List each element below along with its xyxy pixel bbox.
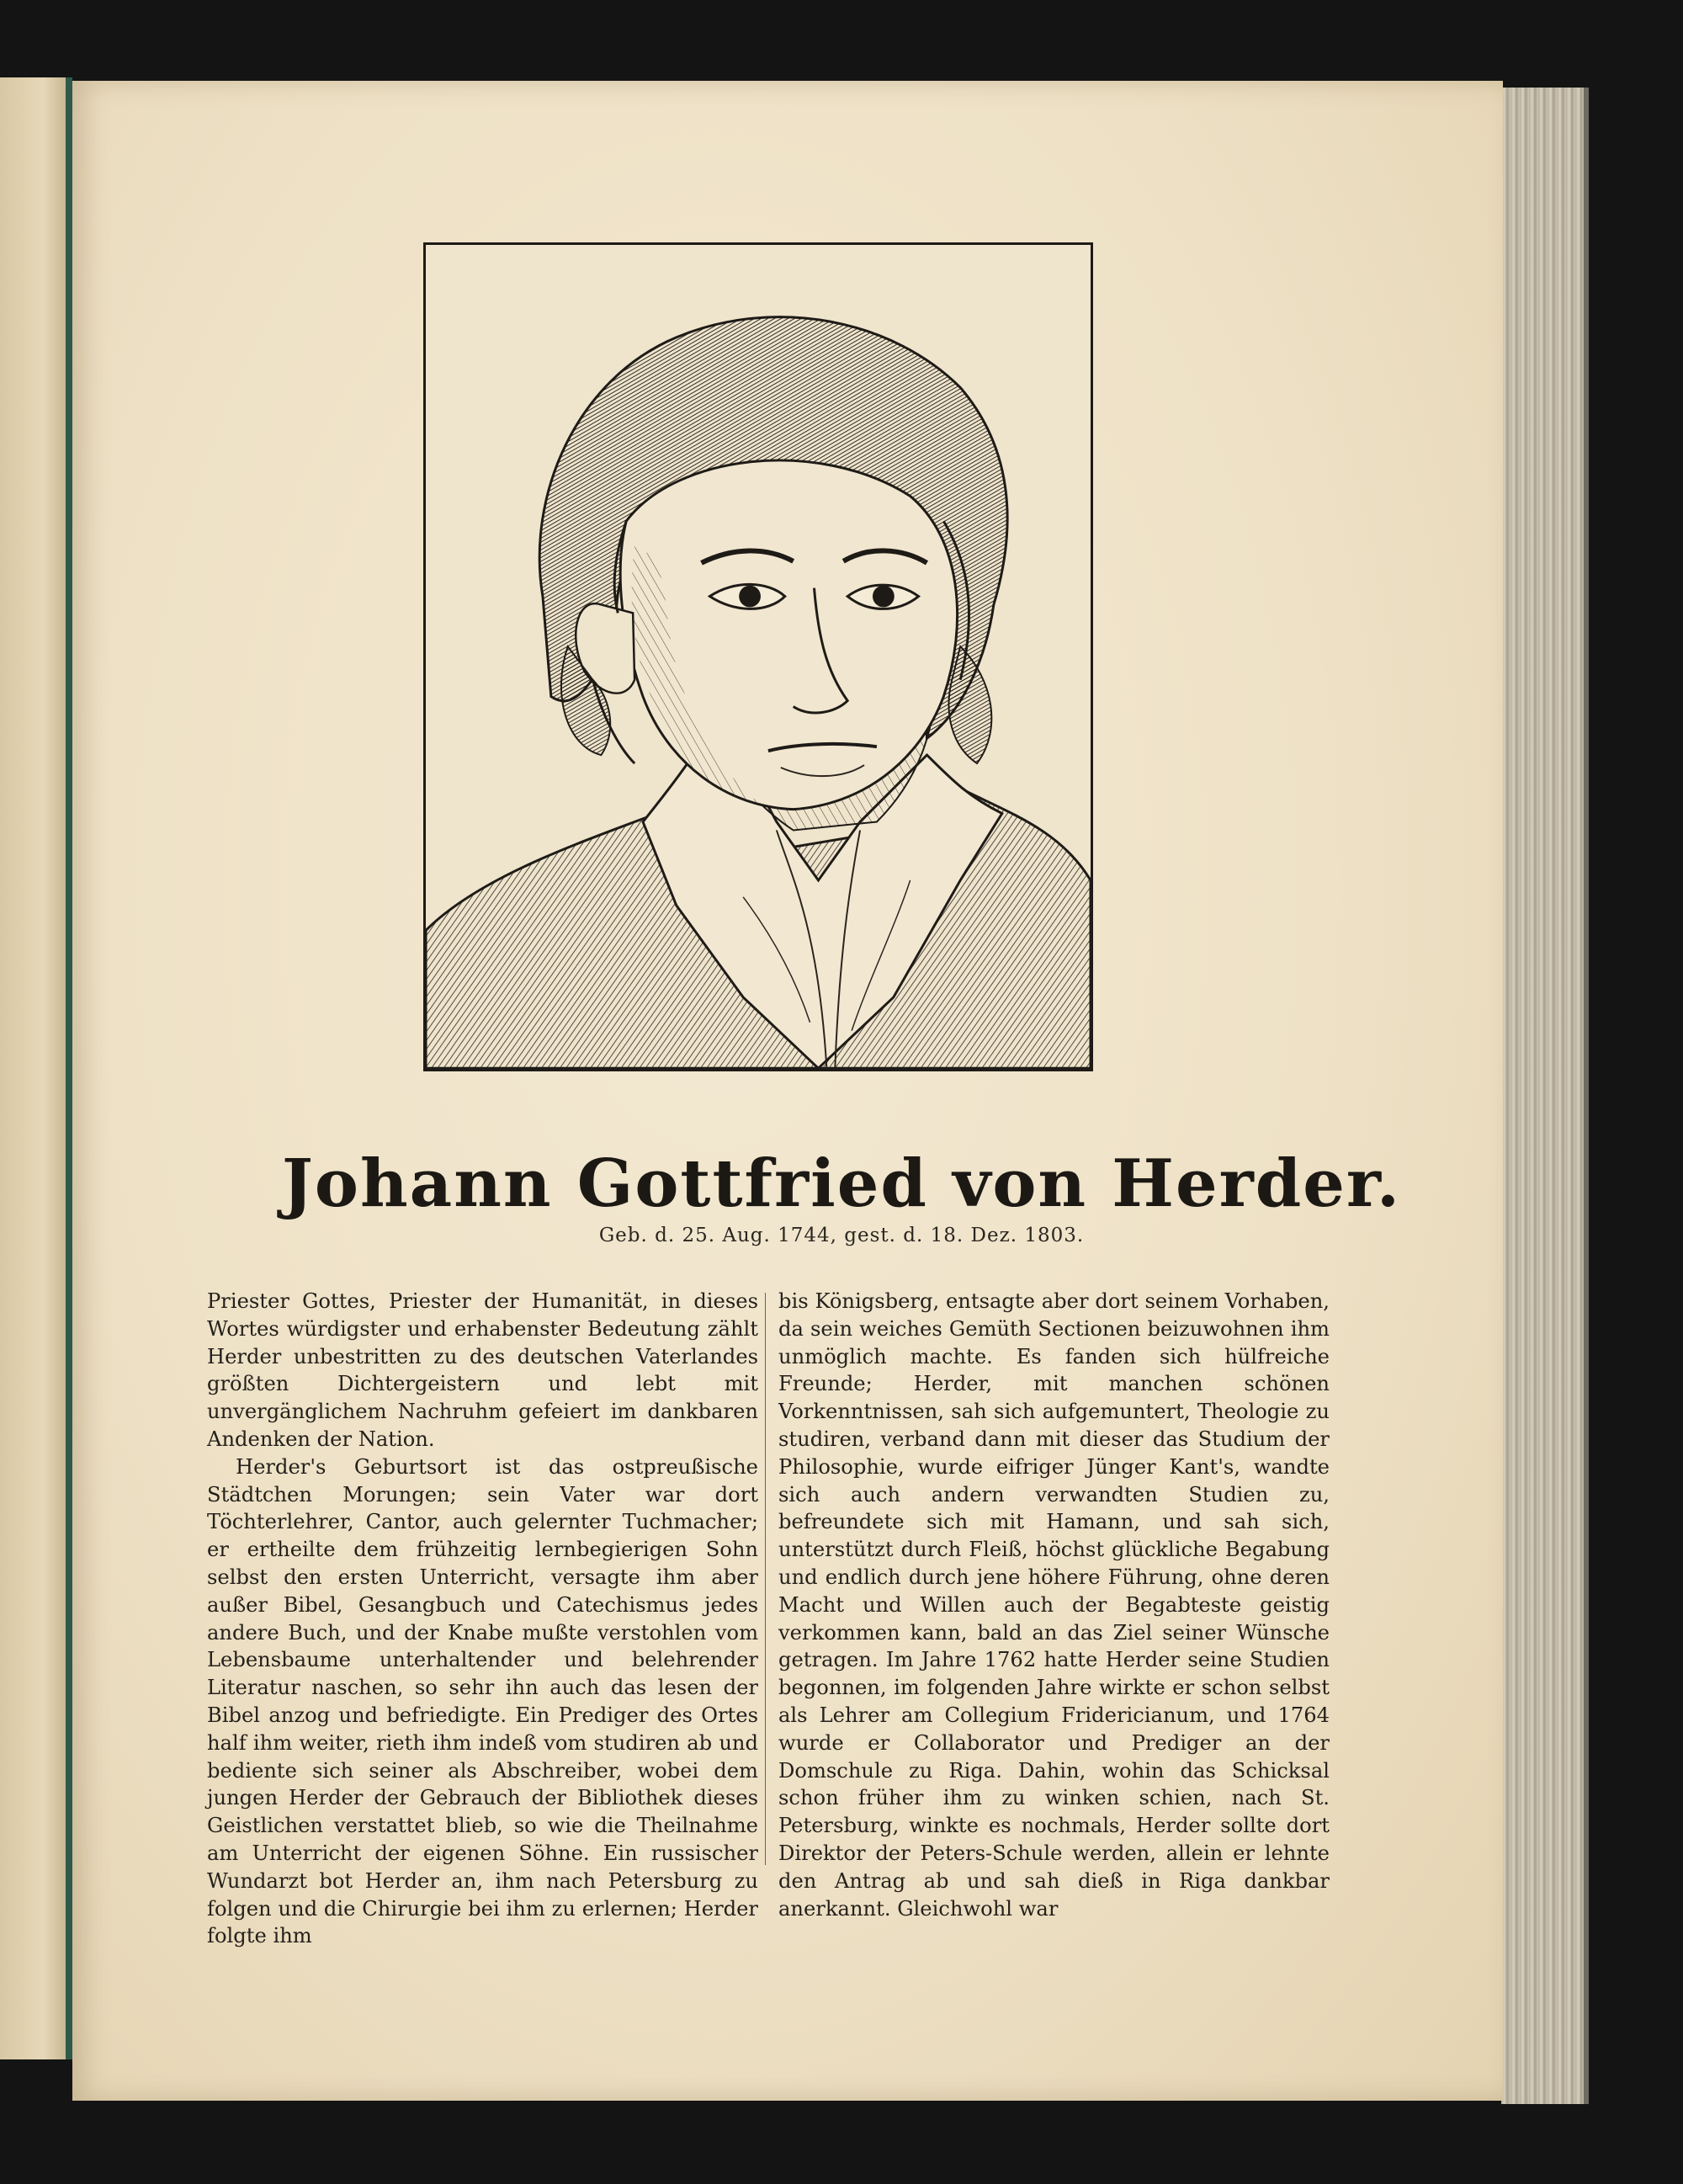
paragraph-intro: Priester Gottes, Priester der Humanität, in dieses Wortes würdigster und erhabenster Bedeutung zählt Herder unbestritten zu des deutschen Vaterlandes größten Dichtergeistern und lebt mit unvergänglichem Nachruhm gefeiert im dankbaren Andenken der Nation. — [207, 1289, 758, 1451]
article-title: Johann Gottfried von Herder. — [282, 1145, 1401, 1222]
left-page-edge — [0, 77, 72, 2059]
right-text-column — [778, 1288, 1330, 1922]
column-divider — [765, 1293, 766, 1865]
article-subtitle: Geb. d. 25. Aug. 1744, gest. d. 18. Dez. 1803. — [598, 1225, 1085, 1246]
page-stack — [1501, 88, 1589, 2104]
paragraph-continuation: bis Königsberg, entsagte aber dort seinem Vorhaben, da sein weiches Gemüth Sectionen beizuwohnen ihm unmöglich machte. Es fanden sich hülfreiche Freunde; Herder, mit manchen schönen Vorkenntnissen, sah sich aufgemuntert, Theologie zu studiren, verband dann mit dieser das Studium der Philosophie, wurde eifriger Jünger Kant's, wandte sich auch andern verwandten Studien zu, befreundete sich mit Hamann, und sah sich, unterstützt durch Fleiß, höchst glückliche Begabung und endlich durch jene höhere Führung, ohne deren Macht und Willen auch der Begabteste geistig verkommen kann, bald an das Ziel seiner Wünsche getragen. Im Jahre 1762 hatte Herder seine Studien begonnen, im folgenden Jahre wirkte er schon selbst als Lehrer am Collegium Fridericianum, und 1764 wurde er Collaborator und Prediger an der Domschule zu Riga. Dahin, wohin das Schicksal schon früher ihm zu winken schien, nach St. Petersburg, winkte es nochmals, Herder sollte dort Direktor der Peters-Schule werden, allein er lehnte den Antrag ab und sah dieß in Riga dankbar anerkannt. Gleichwohl war — [778, 1289, 1330, 1921]
paragraph-birthplace: Herder's Geburtsort ist das ostpreußische Städtchen Morungen; sein Vater war dort Töchterlehrer, Cantor, auch gelernter Tuchmacher; er ertheilte dem frühzeitig lernbegierigen Sohn selbst den ersten Unterricht, versagte ihm aber außer Bibel, Gesangbuch und Catechismus jedes andere Buch, und der Knabe mußte verstohlen vom Lebensbaume unterhaltender und belehrender Literatur naschen, so sehr ihn auch das lesen der Bibel anzog und befriedigte. Ein Prediger des Ortes half ihm weiter, rieth ihm indeß vom studiren ab und bediente sich seiner als Abschreiber, wobei dem jungen Herder der Gebrauch der Bibliothek dieses Geistlichen verstattet blieb, so wie die Theilnahme am Unterricht der eigenen Söhne. Ein russischer Wundarzt bot Herder an, ihm nach Petersburg zu folgen und die Chirurgie bei ihm zu erlernen; Herder folgte ihm — [207, 1454, 758, 1948]
left-text-column — [207, 1288, 758, 1950]
portrait-engraving — [423, 242, 1093, 1071]
binding-edge — [66, 77, 72, 2059]
portrait-illustration — [426, 245, 1091, 1069]
